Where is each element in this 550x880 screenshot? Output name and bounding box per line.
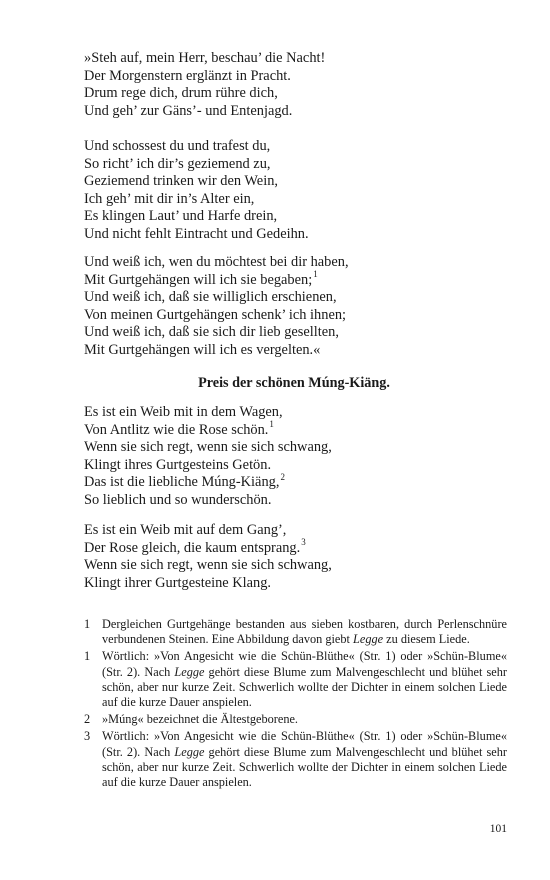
verse-text: Wenn sie sich regt, wenn sie sich schwang, (84, 557, 332, 574)
footnote-text (102, 617, 507, 647)
poem-title: Preis der schönen Múng-Kiäng. (198, 375, 390, 391)
footnote (84, 729, 507, 790)
verse-text: Wenn sie sich regt, wenn sie sich schwang, (84, 439, 332, 456)
footnote-number: 2 (84, 712, 91, 727)
page-number: 101 (489, 823, 507, 835)
verse-line (84, 471, 514, 492)
verse-text: Drum rege dich, drum rühre dich, (84, 85, 278, 102)
verse-line (84, 457, 514, 475)
verse-line (84, 226, 514, 244)
footnote (84, 649, 507, 710)
verse-text: So richt’ ich dir’s geziemend zu, (84, 155, 271, 172)
footnotes (84, 617, 507, 792)
verse-line (84, 50, 514, 68)
verse-text: Und geh’ zur Gäns’- und Entenjagd. (84, 102, 293, 119)
stanza-5 (84, 522, 514, 592)
verse-text: Es klingen Laut’ und Harfe drein, (84, 208, 278, 225)
verse-text: Ich geh’ mit dir in’s Alter ein, (84, 190, 255, 207)
footnote-text (102, 712, 507, 727)
footnote-fragment: Wörtlich: »Von Angesicht wie die Schün-Blüthe« (Str. 1) oder »Schün-Blume« (Str. 2). Nach (102, 649, 507, 679)
verse-text: Es ist ein Weib mit auf dem Gang’, (84, 522, 287, 538)
verse-text: Und nicht fehlt Eintracht und Gedeihn. (84, 225, 309, 242)
footnote-author: Legge (174, 744, 205, 759)
stanza-4 (84, 404, 514, 510)
verse-text: Von meinen Gurtgehängen schenk’ ich ihnen; (84, 306, 347, 323)
footnote-number: 3 (84, 729, 91, 744)
footnote-ref[interactable]: 3 (301, 536, 306, 547)
footnote-fragment: gehört diese Blume zum Malvengeschlecht und blühet sehr schön, aber nur kurze Zeit. Schwerlich wollte der Dichter in einem solchen Liede auf die kurze Dauer anspielen. (102, 744, 507, 790)
footnote-text (102, 729, 507, 790)
verse-text: Mit Gurtgehängen will ich sie begaben; (84, 271, 313, 288)
footnote-fragment: zu diesem Liede. (383, 632, 470, 647)
verse-line (84, 575, 514, 593)
verse-line (84, 418, 514, 440)
verse-line (84, 289, 514, 307)
footnote-author: Legge (353, 632, 384, 647)
verse-text: Klingt ihres Gurtgesteins Getön. (84, 456, 272, 473)
footnote-author: Legge (174, 664, 205, 679)
footnote-fragment: gehört diese Blume zum Malvengeschlecht und blühet sehr schön, aber nur kurze Zeit. Schwerlich wollte der Dichter in einem solchen Liede auf die kurze Dauer anspielen. (102, 664, 507, 710)
footnote (84, 617, 507, 647)
verse-text: Das ist die liebliche Múng-Kiäng, (84, 474, 280, 491)
verse-text: Klingt ihrer Gurtgesteine Klang. (84, 574, 272, 591)
verse-text: Von Antlitz wie die Rose schön. (84, 421, 269, 438)
footnote-fragment: Dergleichen Gurtgehänge bestanden aus sieben kostbaren, durch Perlenschnüre verbundenen Steinen. Eine Abbildung davon giebt (102, 617, 507, 647)
verse-line (84, 138, 514, 156)
verse-text: Es ist ein Weib mit in dem Wagen, (84, 404, 283, 420)
footnote-text (102, 649, 507, 710)
footnote-ref[interactable]: 1 (269, 418, 274, 429)
verse-line (84, 68, 514, 86)
verse-line (84, 208, 514, 226)
verse-line (84, 156, 514, 174)
verse-text: Und weiß ich, daß sie williglich erschienen, (84, 289, 337, 306)
verse-line (84, 342, 514, 360)
verse-line (84, 492, 514, 510)
verse-line (84, 173, 514, 191)
verse-line (84, 557, 514, 575)
footnote-fragment: »Múng« bezeichnet die Ältestgeborene. (102, 712, 298, 727)
verse-line (84, 85, 514, 103)
verse-text: »Steh auf, mein Herr, beschau’ die Nacht! (84, 50, 326, 66)
verse-line (84, 307, 514, 325)
verse-line (84, 522, 514, 540)
stanza-1 (84, 50, 514, 120)
verse-text: Und weiß ich, daß sie sich dir lieb gesellten, (84, 324, 339, 341)
footnote-ref[interactable]: 1 (313, 268, 318, 279)
verse-text: Mit Gurtgehängen will ich es vergelten.« (84, 341, 321, 358)
verse-line (84, 268, 514, 290)
footnote-ref[interactable]: 2 (280, 471, 285, 482)
verse-line (84, 536, 514, 558)
footnote-number: 1 (84, 617, 91, 631)
stanza-3 (84, 254, 514, 360)
verse-text: Der Rose gleich, die kaum entsprang. (84, 539, 301, 556)
footnote-number: 1 (84, 649, 91, 664)
verse-text: Und schossest du und trafest du, (84, 138, 271, 154)
verse-line (84, 103, 514, 121)
verse-line (84, 324, 514, 342)
verse-line (84, 254, 514, 272)
verse-line (84, 191, 514, 209)
verse-line (84, 404, 514, 422)
verse-text: Und weiß ich, wen du möchtest bei dir haben, (84, 254, 349, 270)
footnote (84, 712, 507, 727)
verse-text: Geziemend trinken wir den Wein, (84, 173, 278, 190)
footnote-fragment: Wörtlich: »Von Angesicht wie die Schün-Blüthe« (Str. 1) oder »Schün-Blume« (Str. 2). Nach (102, 729, 507, 759)
verse-line (84, 439, 514, 457)
verse-text: Der Morgenstern erglänzt in Pracht. (84, 67, 291, 84)
stanza-2 (84, 138, 514, 244)
verse-text: So lieblich und so wunderschön. (84, 491, 272, 508)
